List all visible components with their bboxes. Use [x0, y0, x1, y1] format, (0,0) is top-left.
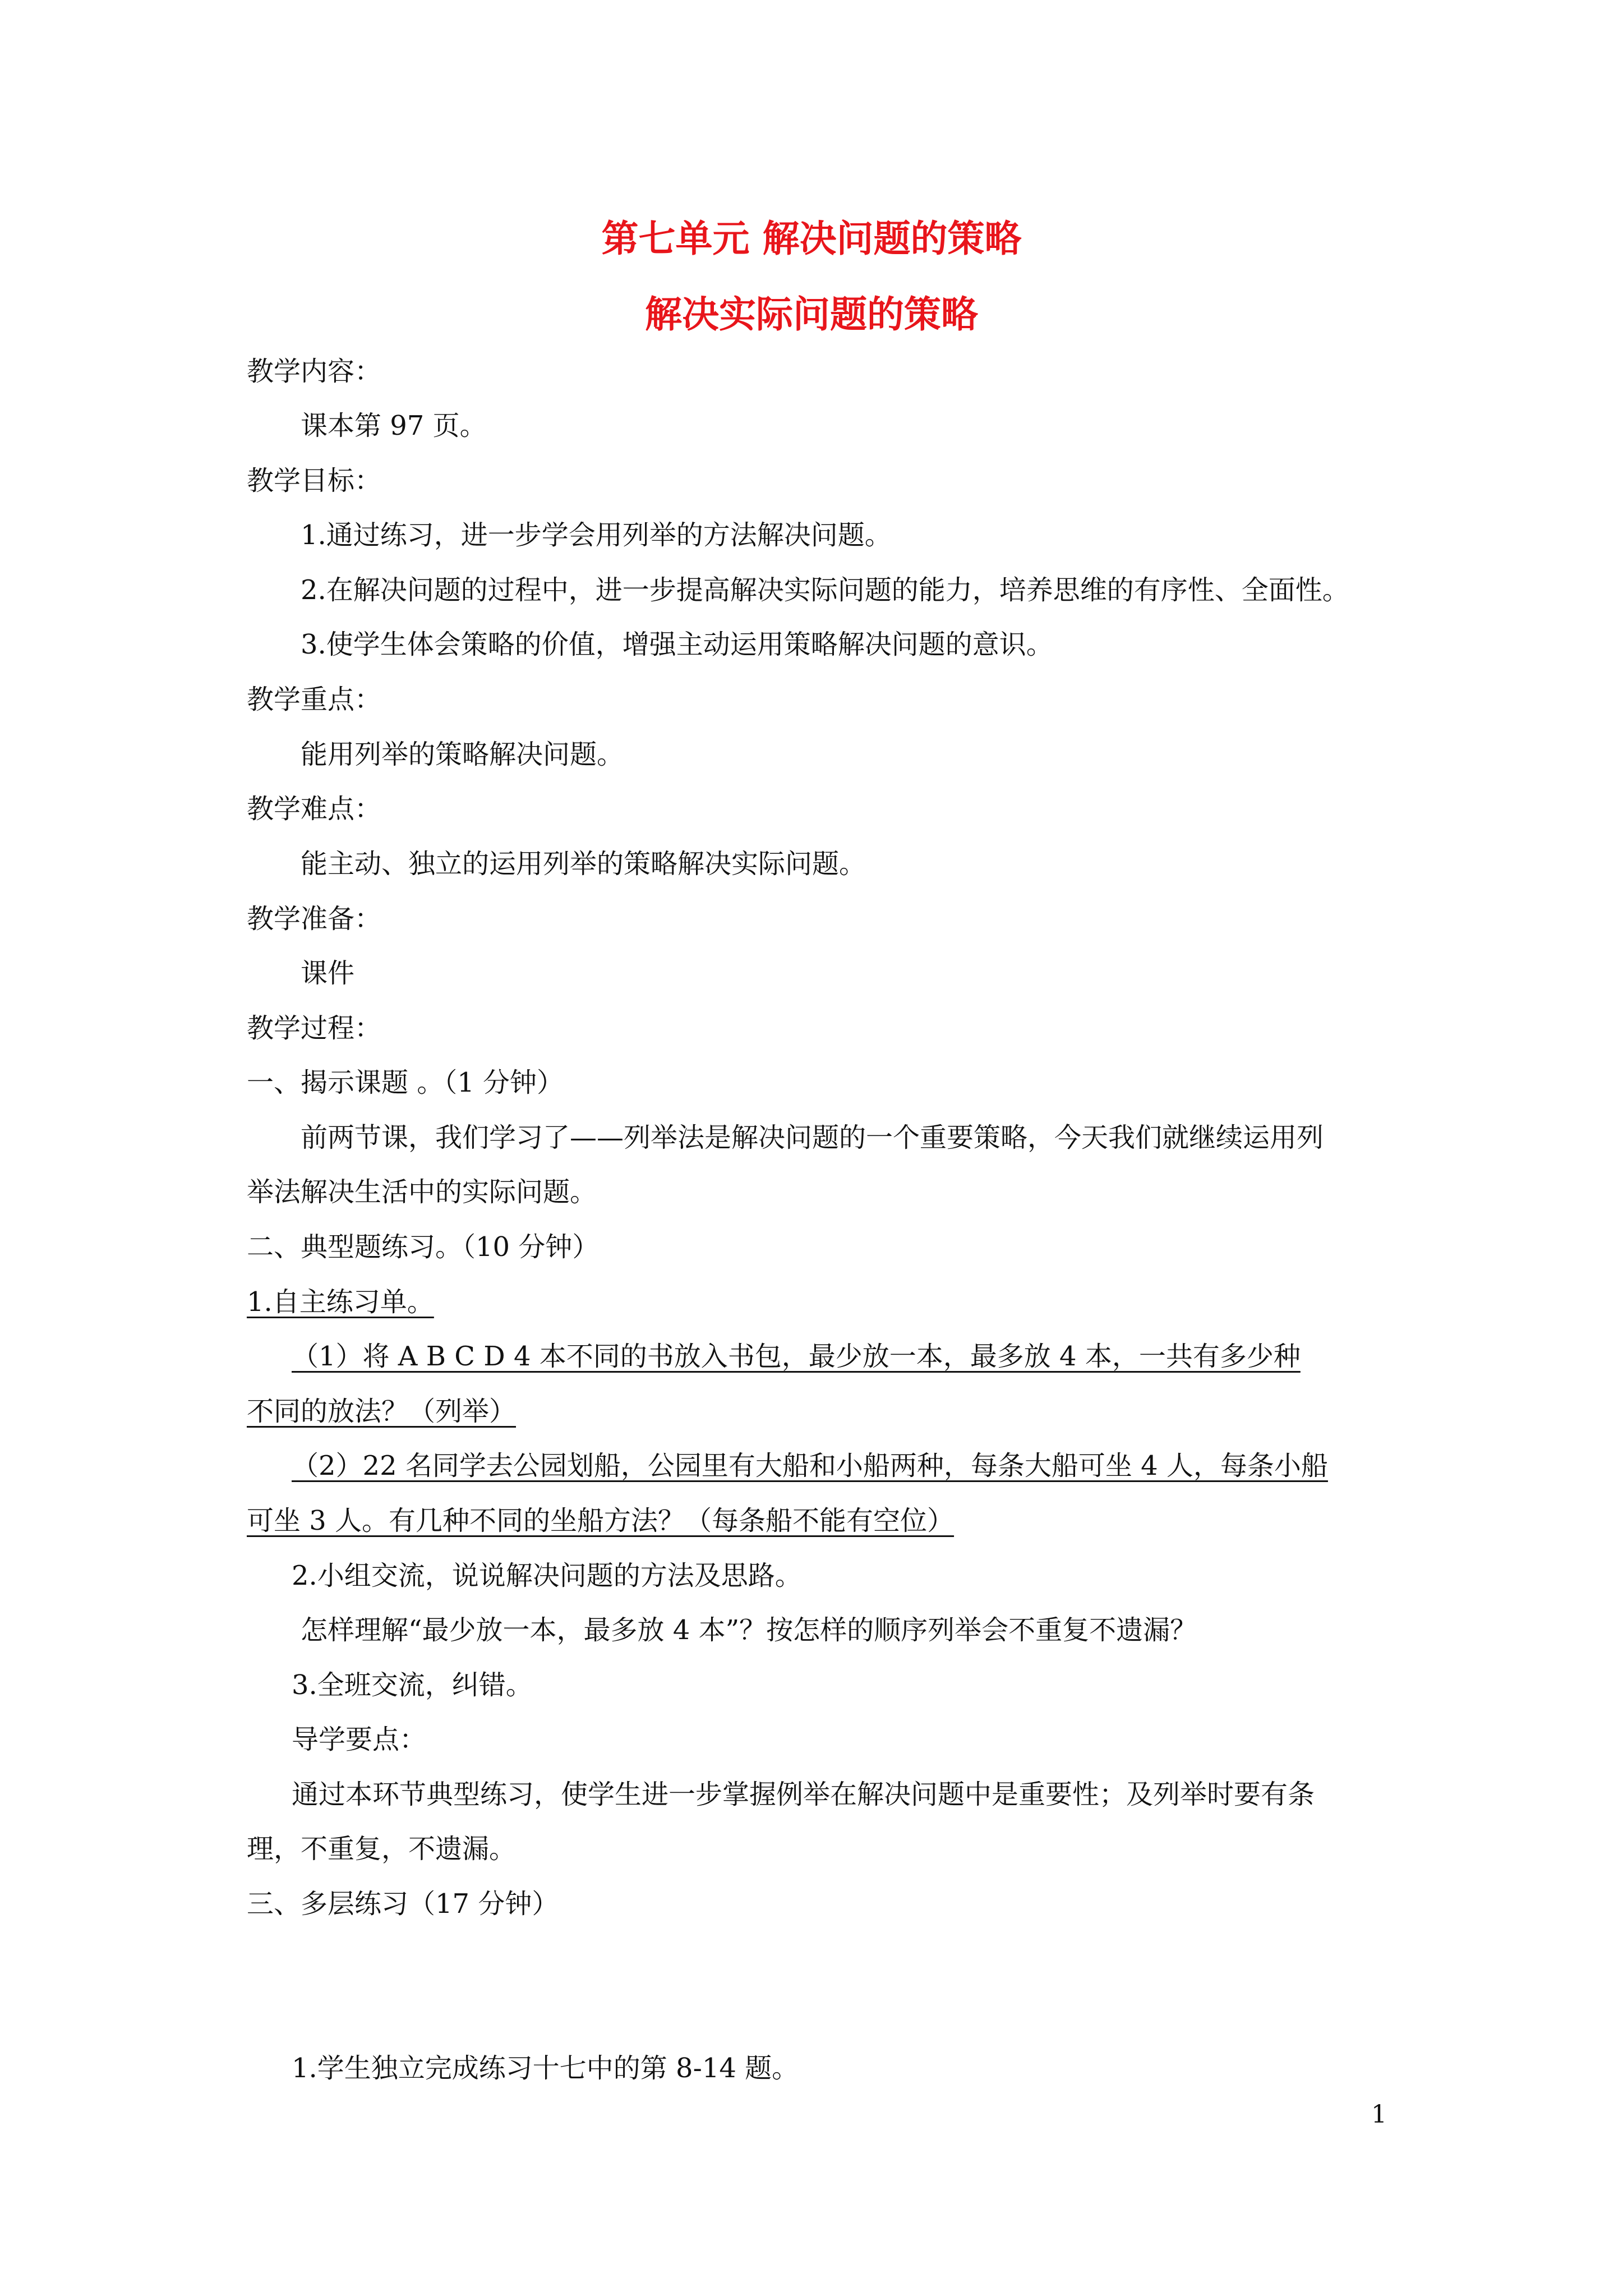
process-step-1-heading: 一、揭示课题 。（1 分钟）: [247, 1067, 564, 1098]
section-heading-key-point: 教学重点：: [247, 684, 382, 715]
exercise-sheet-heading: 1.自主练习单。: [247, 1286, 434, 1318]
class-discussion-text: 3.全班交流，纠错。: [292, 1669, 533, 1701]
paragraph-line: 前两节课，我们学习了——列举法是解决问题的一个重要策略，今天我们就继续运用列: [301, 1122, 1324, 1153]
content-text: 课本第 97 页。: [301, 410, 487, 441]
paragraph-line: 通过本环节典型练习，使学生进一步掌握例举在解决问题中是重要性；及列举时要有条: [292, 1779, 1315, 1810]
paragraph-line: 举法解决生活中的实际问题。: [247, 1176, 597, 1208]
paragraph-line: 理，不重复，不遗漏。: [247, 1833, 517, 1865]
section-heading-preparation: 教学准备：: [247, 903, 382, 935]
document-title: 第七单元 解决问题的策略: [601, 217, 1022, 260]
process-step-3-heading: 三、多层练习（17 分钟）: [247, 1888, 559, 1920]
preparation-text: 课件: [301, 958, 355, 989]
objective-item-1: 1.通过练习，进一步学会用列举的方法解决问题。: [301, 519, 892, 551]
section-heading-process: 教学过程：: [247, 1013, 382, 1044]
group-discussion-text: 2.小组交流，说说解决问题的方法及思路。: [292, 1560, 802, 1591]
section-heading-objectives: 教学目标：: [247, 465, 382, 496]
objective-item-3: 3.使学生体会策略的价值，增强主动运用策略解决问题的意识。: [301, 629, 1053, 660]
document-subtitle: 解决实际问题的策略: [645, 292, 978, 336]
section-heading-difficulty: 教学难点：: [247, 793, 382, 825]
section-heading-content: 教学内容：: [247, 356, 382, 387]
discussion-question: 怎样理解“最少放一本，最多放 4 本”？按怎样的顺序列举会不重复不遗漏？: [301, 1614, 1197, 1646]
exercise-2-line-2: 可坐 3 人。有几种不同的坐船方法？（每条船不能有空位）: [247, 1505, 955, 1536]
practice-item-1: 1.学生独立完成练习十七中的第 8-14 题。: [292, 2053, 799, 2084]
exercise-2-line-1: （2）22 名同学去公园划船，公园里有大船和小船两种，每条大船可坐 4 人，每条小船: [292, 1450, 1328, 1481]
guidance-heading: 导学要点：: [292, 1724, 427, 1755]
page-number: 1: [1371, 2100, 1387, 2129]
objective-item-2: 2.在解决问题的过程中，进一步提高解决实际问题的能力，培养思维的有序性、全面性。: [301, 574, 1349, 606]
difficulty-text: 能主动、独立的运用列举的策略解决实际问题。: [301, 848, 866, 880]
key-point-text: 能用列举的策略解决问题。: [301, 739, 624, 770]
exercise-1-line-2: 不同的放法？（列举）: [247, 1396, 517, 1427]
process-step-2-heading: 二、典型题练习。（10 分钟）: [247, 1231, 600, 1263]
exercise-1-line-1: （1）将 A B C D 4 本不同的书放入书包，最少放一本，最多放 4 本，一共有多少种: [292, 1341, 1301, 1372]
